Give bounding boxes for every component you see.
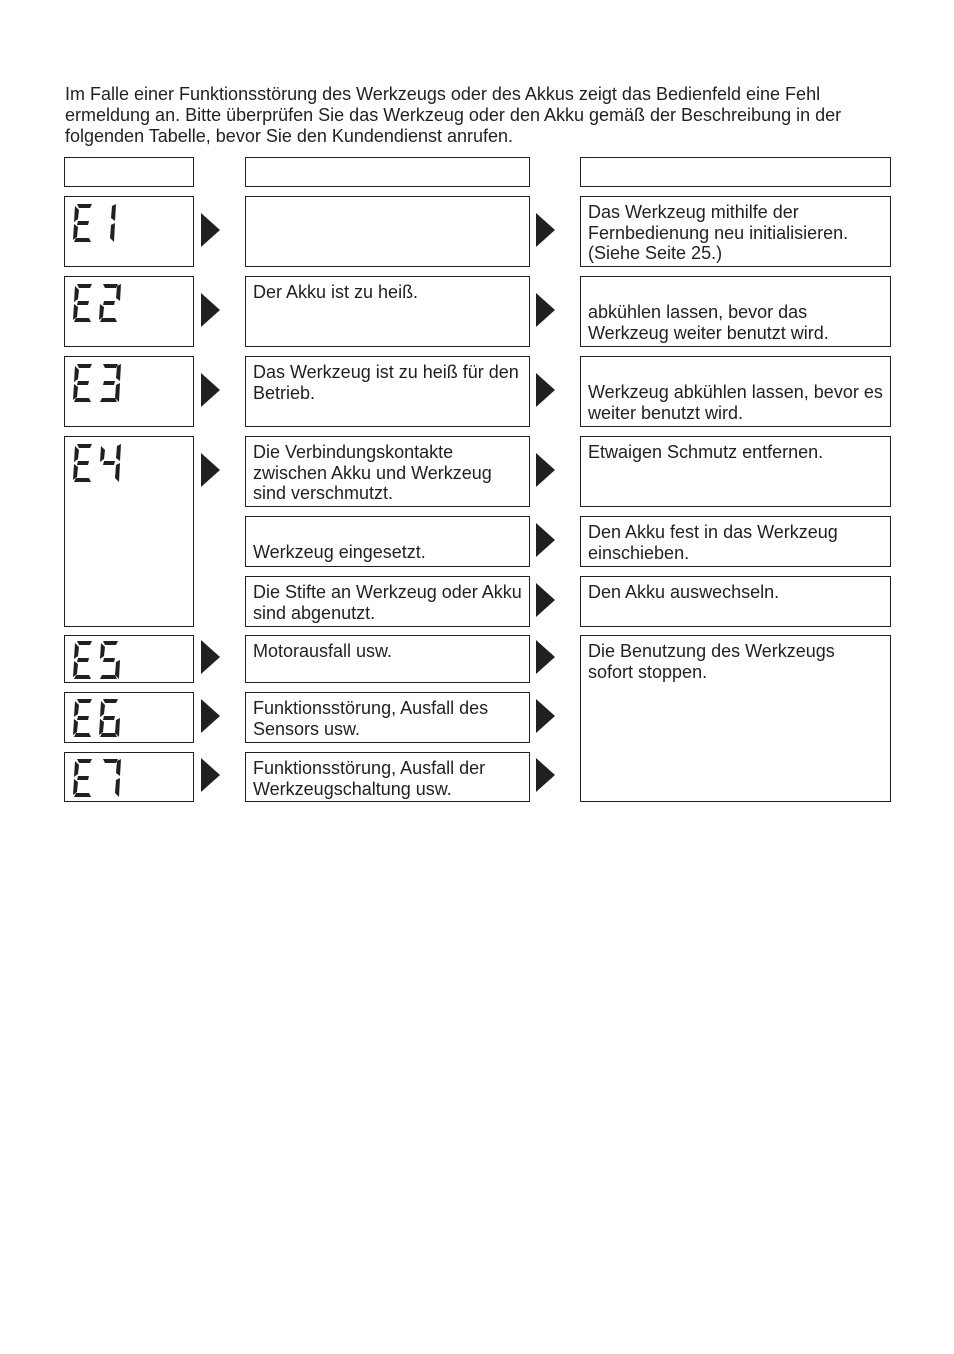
code-cell-e5 [64,635,194,683]
cause-cell-e4c: Die Stifte an Werkzeug oder Akku sind abgenutzt. [245,576,530,627]
triangle-right-icon [201,293,220,327]
remedy-cell-e2: abkühlen lassen, bevor das Werkzeug weiter benutzt wird. [580,276,891,347]
cause-cell-e7: Funktionsstörung, Ausfall der Werkzeugschaltung usw. [245,752,530,802]
triangle-right-icon [536,583,555,617]
intro-line-3: folgenden Tabelle, bevor Sie den Kundendienst anrufen. [65,126,514,146]
triangle-right-icon [536,213,555,247]
triangle-right-icon [536,293,555,327]
header-remedy-cell [580,157,891,187]
remedy-cell-e5-e7: Die Benutzung des Werkzeugs sofort stoppen. [580,635,891,802]
triangle-right-icon [536,453,555,487]
triangle-right-icon [201,453,220,487]
triangle-right-icon [201,699,220,733]
triangle-right-icon [201,373,220,407]
code-cell-e4 [64,436,194,627]
seven-segment-display-icon [70,201,122,245]
intro-line-1: Im Falle einer Funktionsstörung des Werkzeugs oder des Akkus zeigt das Bedienfeld eine Fehl [65,84,821,104]
triangle-right-icon [201,758,220,792]
intro-line-2: ermeldung an. Bitte überprüfen Sie das Werkzeug oder den Akku gemäß der Beschreibung in der [65,105,842,125]
remedy-cell-e4b: Den Akku fest in das Werkzeug einschieben. [580,516,891,567]
remedy-cell-e3: Werkzeug abkühlen lassen, bevor es weiter benutzt wird. [580,356,891,427]
code-cell-e3 [64,356,194,427]
cause-cell-e4b: Werkzeug eingesetzt. [245,516,530,567]
seven-segment-display-icon [70,281,122,325]
code-cell-e7 [64,752,194,802]
triangle-right-icon [201,213,220,247]
triangle-right-icon [536,523,555,557]
code-cell-e2 [64,276,194,347]
triangle-right-icon [536,640,555,674]
triangle-right-icon [536,699,555,733]
cause-cell-e1 [245,196,530,267]
seven-segment-display-icon [70,441,122,485]
cause-cell-e2: Der Akku ist zu heiß. [245,276,530,347]
seven-segment-display-icon [70,638,122,682]
cause-cell-e6: Funktionsstörung, Ausfall des Sensors usw. [245,692,530,743]
remedy-cell-e1: Das Werkzeug mithilfe der Fernbedienung neu initialisieren. (Siehe Seite 25.) [580,196,891,267]
remedy-cell-e4c: Den Akku auswechseln. [580,576,891,627]
cause-cell-e4a: Die Verbindungskontakte zwischen Akku und Werkzeug sind verschmutzt. [245,436,530,507]
seven-segment-display-icon [70,696,122,740]
cause-cell-e5: Motorausfall usw. [245,635,530,683]
code-cell-e1 [64,196,194,267]
triangle-right-icon [536,758,555,792]
header-code-cell [64,157,194,187]
triangle-right-icon [201,640,220,674]
triangle-right-icon [536,373,555,407]
seven-segment-display-icon [70,361,122,405]
intro-paragraph [65,84,905,147]
remedy-cell-e4a: Etwaigen Schmutz entfernen. [580,436,891,507]
header-cause-cell [245,157,530,187]
cause-cell-e3: Das Werkzeug ist zu heiß für den Betrieb. [245,356,530,427]
seven-segment-display-icon [70,756,122,800]
code-cell-e6 [64,692,194,743]
